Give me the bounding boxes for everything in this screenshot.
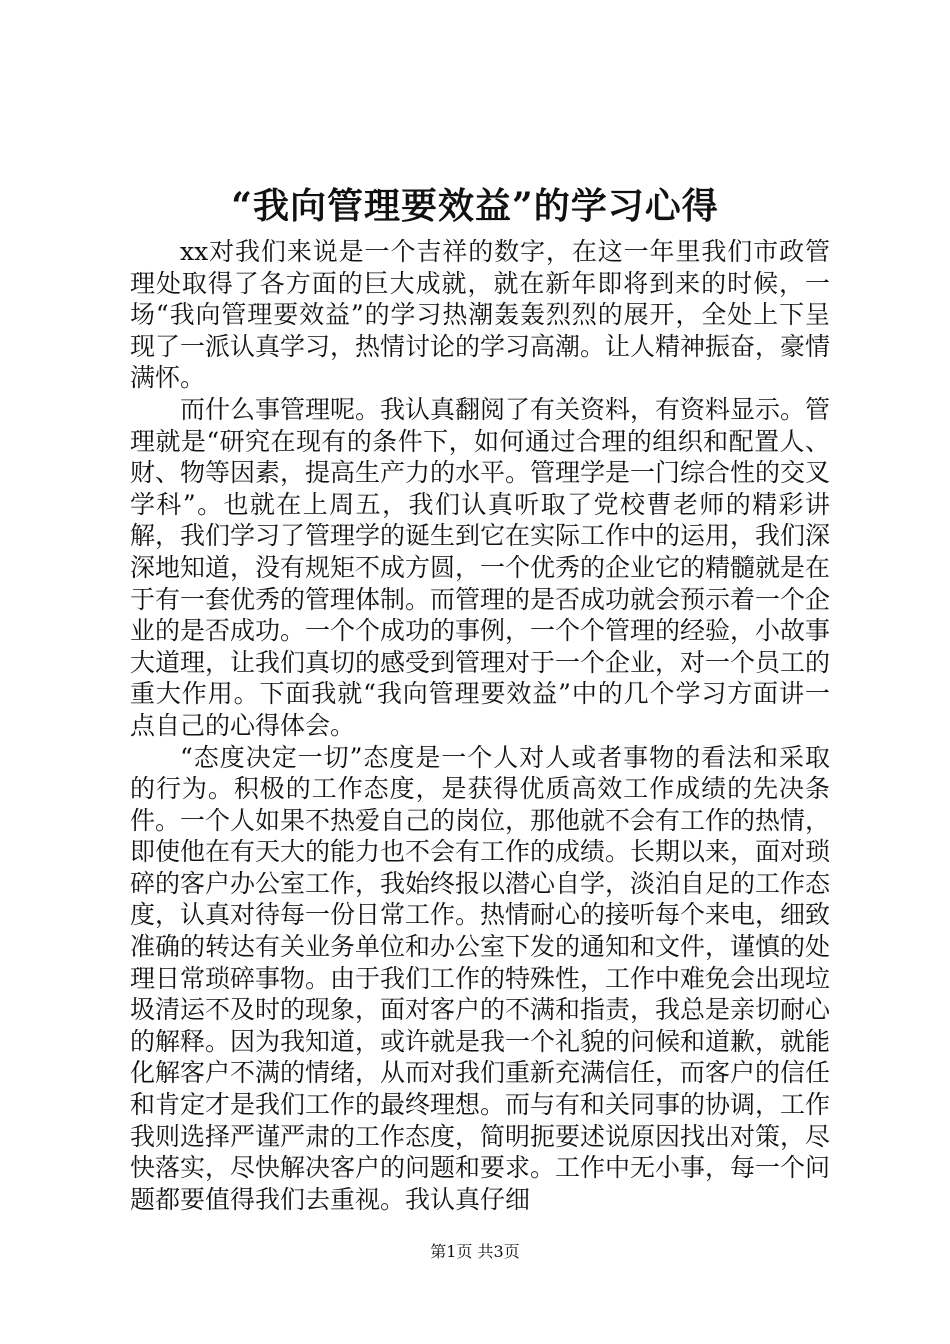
paragraph-2: 而什么事管理呢。我认真翻阅了有关资料，有资料显示。管理就是“研究在现有的条件下，如何通过合理的组织和配置人、财、物等因素，提高生产力的水平。管理学是一门综合性的交叉学科”。也就在上周五，我们认真听取了党校曹老师的精彩讲解，我们学习了管理学的诞生到它在实际工作中的运用，我们深深地知道，没有规矩不成方圆，一个优秀的企业它的精髓就是在于有一套优秀的管理体制。而管理的是否成功就会预示着一个企业的是否成功。一个个成功的事例，一个个管理的经验，小故事大道理，让我们真切的感受到管理对于一个企业，对一个员工的重大作用。下面我就“我向管理要效益”中的几个学习方面讲一点自己的心得体会。 <box>130 394 831 740</box>
paragraph-3: “态度决定一切”态度是一个人对人或者事物的看法和采取的行为。积极的工作态度，是获得优质高效工作成绩的先决条件。一个人如果不热爱自己的岗位，那他就不会有工作的热情，即使他在有天大的能力也不会有工作的成绩。长期以来，面对琐碎的客户办公室工作，我始终报以潜心自学，淡泊自足的工作态度，认真对待每一份日常工作。热情耐心的接听每个来电，细致准确的转达有关业务单位和办公室下发的通知和文件，谨慎的处理日常琐碎事物。由于我们工作的特殊性，工作中难免会出现垃圾清运不及时的现象，面对客户的不满和指责，我总是亲切耐心的解释。因为我知道，或许就是我一个礼貌的问候和道歉，就能化解客户不满的情绪，从而对我们重新充满信任，而客户的信任和肯定才是我们工作的最终理想。而与有和关同事的协调，工作我则选择严谨严肃的工作态度，简明扼要述说原因找出对策，尽快落实，尽快解决客户的问题和要求。工作中无小事，每一个问题都要值得我们去重视。我认真仔细 <box>130 742 831 1214</box>
paragraph-1: xx对我们来说是一个吉祥的数字，在这一年里我们市政管理处取得了各方面的巨大成就，就在新年即将到来的时候，一场“我向管理要效益”的学习热潮轰轰烈烈的展开，全处上下呈现了一派认真学习，热情讨论的学习高潮。让人精神振奋，豪情满怀。 <box>130 237 831 393</box>
document-body <box>130 236 830 1215</box>
page-number-footer: 第1页 共3页 <box>430 1242 520 1261</box>
document-title: “我向管理要效益”的学习心得 <box>231 185 719 227</box>
